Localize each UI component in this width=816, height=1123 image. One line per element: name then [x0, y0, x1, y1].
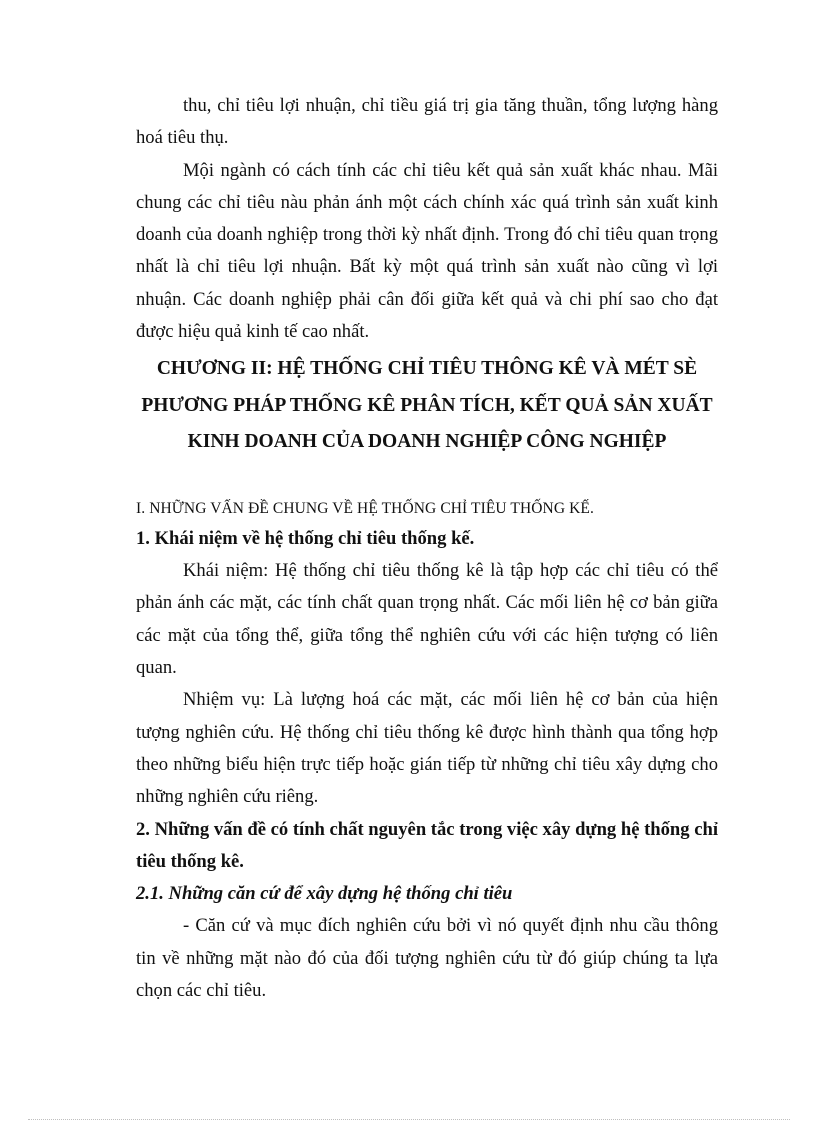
footer-divider — [28, 1119, 790, 1120]
paragraph-definition: Khái niệm: Hệ thống chỉ tiêu thống kê là tập hợp các chỉ tiêu có thể phản ánh các mặt, các tính chất quan trọng nhất. Các mối liên hệ cơ bản giữa các mặt của tổng thể, giữa tổng thể nghiên cứu với các hiện tượng có liên quan. — [136, 560, 718, 679]
paragraph-results-indicators: Mội ngành có cách tính các chỉ tiêu kết quả sản xuất khác nhau. Mãi chung các chỉ tiêu nàu phản ánh một cách chính xác quá trình sản xuất kinh doanh của doanh nghiệp trong thời kỳ nhất định. Trong đó chỉ tiêu quan trọng nhất là chỉ tiêu lợi nhuận. Bất kỳ một quá trình sản xuất nào cũng vì lợi nhuận. Các doanh nghiệp phải cân đối giữa kết quả và chi phí sao cho đạt được hiệu quả kinh tế cao nhất. — [136, 159, 718, 343]
chapter-title: CHƯƠNG II: HỆ THỐNG CHỈ TIÊU THÔNG KÊ VÀ MÉT SÈ PHƯƠNG PHÁP THỐNG KÊ PHÂN TÍCH, KẾT QUẢ SẢN XUẤT KINH DOANH CỦA DOANH NGHIỆP CÔNG NGHIỆP — [141, 358, 713, 453]
paragraph-continuation: thu, chỉ tiêu lợi nhuận, chỉ tiều giá trị gia tăng thuần, tổng lượng hàng hoá tiêu thụ. — [136, 95, 718, 149]
paragraph-basis: - Căn cứ và mục đích nghiên cứu bởi vì nó quyết định nhu cầu thông tin về những mặt nào đó của đối tượng nghiên cứu từ đó giúp chúng ta lựa chọn các chỉ tiêu. — [136, 915, 718, 1002]
section-heading-i: I. NHỮNG VẤN ĐỀ CHUNG VỀ HỆ THỐNG CHỈ TIÊU THỐNG KẾ. — [136, 499, 594, 517]
paragraph-task: Nhiệm vụ: Là lượng hoá các mặt, các mối liên hệ cơ bản của hiện tượng nghiên cứu. Hệ thống chỉ tiêu thống kê được hình thành qua tổng hợp theo những biểu hiện trực tiếp hoặc gián tiếp từ những chỉ tiêu xây dựng cho những nghiên cứu riêng. — [136, 689, 718, 808]
heading-2-1: 2.1. Những căn cứ để xây dựng hệ thống chỉ tiêu — [136, 883, 513, 905]
heading-1: 1. Khái niệm về hệ thống chỉ tiêu thống kế. — [136, 527, 475, 549]
document-page — [136, 90, 718, 1007]
heading-2: 2. Những vấn đề có tính chất nguyên tắc trong việc xây dựng hệ thống chỉ tiêu thống kê. — [136, 818, 718, 872]
